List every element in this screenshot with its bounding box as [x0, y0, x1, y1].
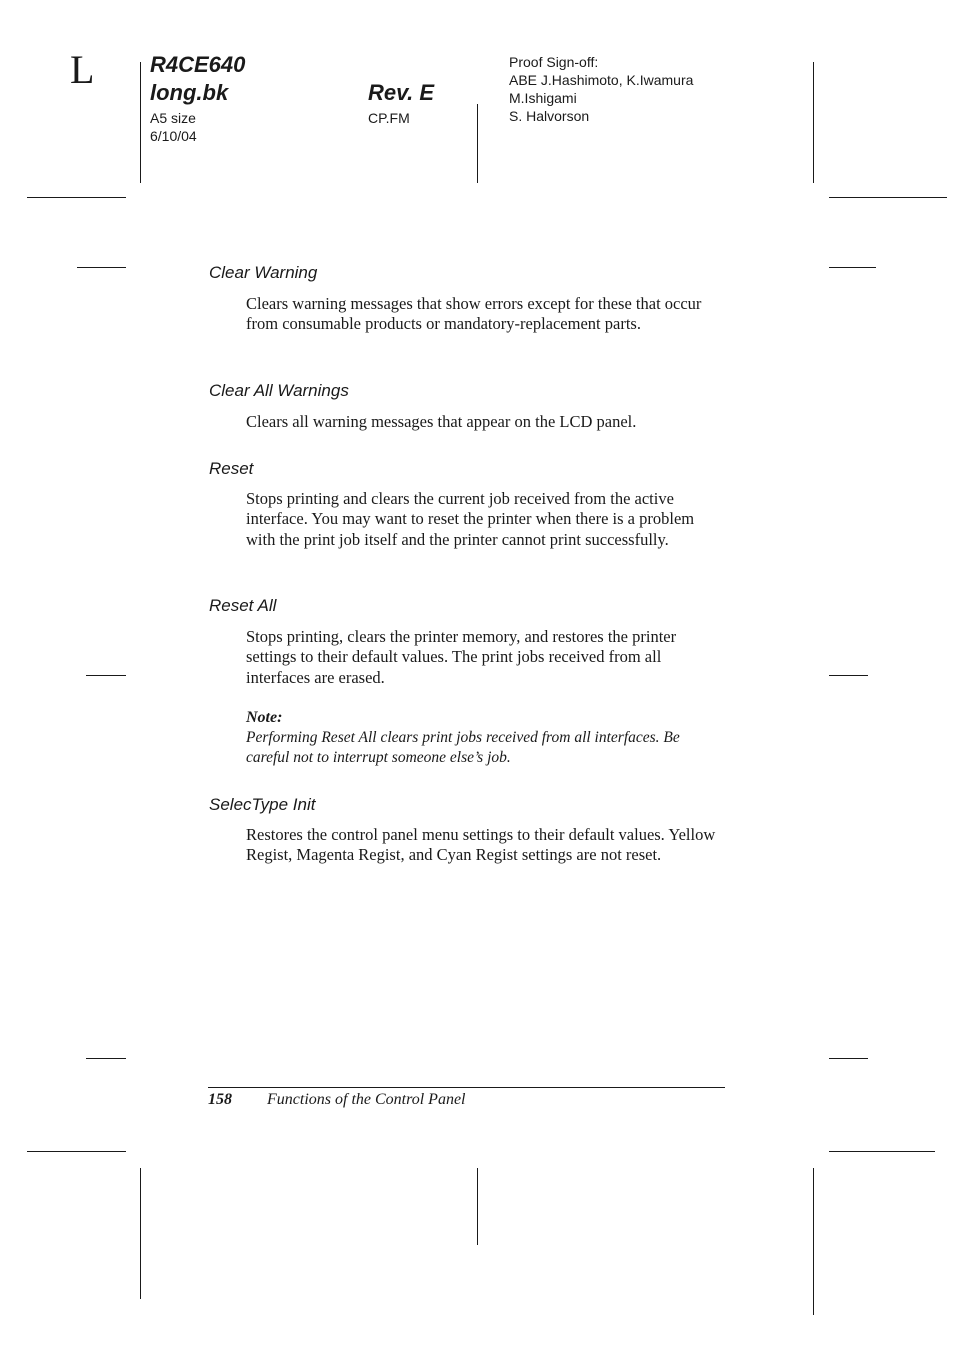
section-text: Clears warning messages that show errors except for these that occur from consumable products or mandatory-replacement parts.: [246, 294, 702, 334]
section-text: Stops printing and clears the current job received from the active interface. You may want to reset the printer when there is a problem with the print job itself and the printer cannot print successfully.: [246, 489, 695, 549]
crop-mark: [813, 62, 814, 183]
trim-mark: [829, 267, 876, 268]
crop-mark: [477, 104, 478, 183]
crop-mark: [140, 1168, 141, 1299]
section-text: Stops printing, clears the printer memory, and restores the printer settings to their default values. The print jobs received from all interfaces are erased.: [246, 627, 677, 687]
doc-date: 6/10/04: [150, 128, 197, 144]
section-heading: Clear Warning: [209, 263, 318, 282]
trim-mark: [86, 1058, 126, 1059]
section-heading: Clear All Warnings: [209, 381, 349, 400]
chapter-title: Functions of the Control Panel: [267, 1091, 466, 1108]
section-heading: Reset All: [209, 596, 277, 615]
crop-mark: [27, 1151, 126, 1152]
page-size: A5 size: [150, 110, 196, 126]
trim-mark: [86, 675, 126, 676]
page-number: 158: [208, 1091, 232, 1108]
crop-mark: [27, 197, 126, 198]
section-text: Clears all warning messages that appear on the LCD panel.: [246, 412, 637, 431]
revision: Rev. E: [368, 80, 435, 105]
crop-mark: [477, 1168, 478, 1245]
doc-id: R4CE640: [150, 52, 246, 77]
note-label: Note:: [246, 709, 283, 726]
trim-mark: [77, 267, 126, 268]
side-mark: L: [70, 47, 95, 92]
footer-rule: [208, 1087, 725, 1088]
section-text: Restores the control panel menu settings to their default values. Yellow Regist, Magenta Regist, and Cyan Regist settings are not reset.: [246, 825, 716, 865]
file-name: CP.FM: [368, 110, 410, 126]
book-name: long.bk: [150, 80, 229, 105]
section-heading: Reset: [209, 459, 254, 478]
trim-mark: [829, 1058, 868, 1059]
note-text: Performing Reset All clears print jobs received from all interfaces. Be careful not to interrupt someone else’s job.: [246, 729, 680, 766]
proof-signoff: Proof Sign-off: ABE J.Hashimoto, K.Iwamura M.Ishigami S. Halvorson: [509, 54, 694, 124]
crop-mark: [829, 197, 947, 198]
section-heading: SelecType Init: [209, 795, 316, 814]
trim-mark: [829, 675, 868, 676]
crop-mark: [829, 1151, 935, 1152]
crop-mark: [813, 1168, 814, 1315]
crop-mark: [140, 62, 141, 183]
